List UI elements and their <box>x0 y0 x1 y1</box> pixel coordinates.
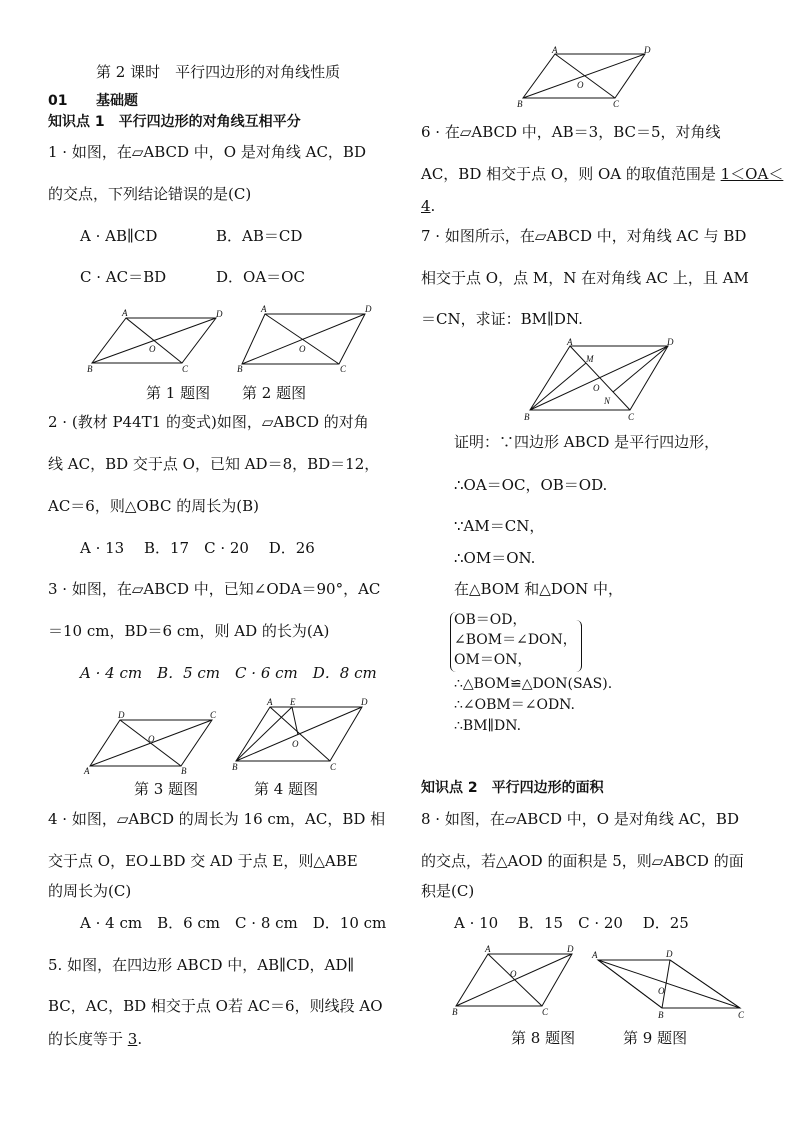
q7-line1: 7 · 如图所示，在▱ABCD 中，对角线 AC 与 BD <box>421 227 747 245</box>
figure-q4 <box>230 697 370 775</box>
figure-q9 <box>590 946 750 1021</box>
svg-text:O: O <box>577 80 584 90</box>
q3-line1: 3 · 如图，在▱ABCD 中，已知∠ODA＝90°，AC <box>48 580 381 598</box>
q8-options: A · 10 B．15 C · 20 D．25 <box>454 914 689 932</box>
figure-q1 <box>84 308 234 378</box>
figure-q2 <box>237 304 377 376</box>
svg-text:O: O <box>658 986 665 996</box>
q6-answer-part2: 4 <box>421 197 431 215</box>
q6-answer-part1: 1＜OA＜ <box>720 165 784 183</box>
q7-proof-5: 在△BOM 和△DON 中， <box>454 580 624 598</box>
svg-text:D: D <box>666 949 673 959</box>
knowledge-point-1: 知识点 1 平行四边形的对角线互相平分 <box>48 114 301 130</box>
svg-text:A: A <box>261 304 267 314</box>
svg-text:D: D <box>667 337 674 347</box>
q1-line1: 1 · 如图，在▱ABCD 中，O 是对角线 AC，BD <box>48 143 366 161</box>
svg-text:O: O <box>292 739 299 749</box>
caption-fig1: 第 1 题图 <box>146 384 211 402</box>
q1-option-b: B．AB＝CD <box>216 227 303 245</box>
q4-options: A · 4 cm B．6 cm C · 8 cm D．10 cm <box>80 914 387 932</box>
q8-line2: 的交点，若△AOD 的面积是 5，则▱ABCD 的面 <box>421 852 744 870</box>
q7-proof-3: ∵AM＝CN， <box>454 517 545 535</box>
svg-text:A: A <box>267 697 273 707</box>
svg-text:C: C <box>613 99 620 109</box>
q7-line3: ＝CN，求证：BM∥DN. <box>421 310 583 328</box>
svg-text:B: B <box>87 364 93 374</box>
knowledge-point-2: 知识点 2 平行四边形的面积 <box>421 780 604 796</box>
q4-line3: 的周长为(C) <box>48 882 132 900</box>
svg-text:A: A <box>567 337 573 347</box>
svg-text:O: O <box>510 969 517 979</box>
q2-line1: 2 · (教材 P44T1 的变式)如图，▱ABCD 的对角 <box>48 413 369 431</box>
q7-system-1: OB＝OD， <box>454 612 527 628</box>
svg-text:B: B <box>237 364 243 374</box>
svg-text:C: C <box>210 710 217 720</box>
q7-system-3: OM＝ON， <box>454 652 532 668</box>
q6-line1: 6 · 在▱ABCD 中，AB＝3，BC＝5，对角线 <box>421 123 721 141</box>
caption-fig4: 第 4 题图 <box>254 780 319 798</box>
svg-text:A: A <box>84 766 90 776</box>
q6-line3: 4. <box>421 197 436 215</box>
q8-line1: 8 · 如图，在▱ABCD 中，O 是对角线 AC，BD <box>421 810 739 828</box>
q7-system-2: ∠BOM＝∠DON， <box>454 632 577 648</box>
q4-line2: 交于点 O，EO⊥BD 交 AD 于点 E，则△ABE <box>48 852 358 870</box>
page-title: 第 2 课时 平行四边形的对角线性质 <box>96 63 341 81</box>
figure-q8 <box>450 944 585 1019</box>
svg-text:O: O <box>149 344 156 354</box>
svg-text:C: C <box>330 762 337 772</box>
svg-text:A: A <box>552 45 558 55</box>
q7-proof-4: ∴OM＝ON. <box>454 549 536 567</box>
svg-text:B: B <box>517 99 523 109</box>
svg-text:C: C <box>340 364 347 374</box>
svg-text:C: C <box>628 412 635 422</box>
svg-text:D: D <box>361 697 368 707</box>
q2-line2: 线 AC，BD 交于点 O，已知 AD＝8，BD＝12， <box>48 455 380 473</box>
q3-line2: ＝10 cm，BD＝6 cm，则 AD 的长为(A) <box>48 622 330 640</box>
q8-line3: 积是(C) <box>421 882 475 900</box>
svg-text:A: A <box>122 308 128 318</box>
svg-text:O: O <box>148 734 155 744</box>
caption-fig2: 第 2 题图 <box>242 384 307 402</box>
svg-text:O: O <box>593 383 600 393</box>
svg-text:N: N <box>604 396 611 406</box>
caption-fig9: 第 9 题图 <box>623 1029 688 1047</box>
q6-line2: AC，BD 相交于点 O，则 OA 的取值范围是 1＜OA＜ <box>421 165 784 183</box>
svg-text:D: D <box>365 304 372 314</box>
q3-options: A · 4 cm B．5 cm C · 6 cm D．8 cm <box>80 664 377 682</box>
svg-text:C: C <box>182 364 189 374</box>
svg-text:B: B <box>452 1007 458 1017</box>
svg-text:A: A <box>485 944 491 954</box>
q5-line1: 5. 如图，在四边形 ABCD 中，AB∥CD，AD∥ <box>48 956 355 974</box>
section-name: 基础题 <box>96 93 138 109</box>
q4-line1: 4 · 如图，▱ABCD 的周长为 16 cm，AC，BD 相 <box>48 810 386 828</box>
svg-text:B: B <box>232 762 238 772</box>
svg-text:C: C <box>542 1007 549 1017</box>
svg-text:D: D <box>216 309 223 319</box>
q7-proof-6: ∴△BOM≌△DON(SAS). <box>454 676 613 692</box>
caption-fig3: 第 3 题图 <box>134 780 199 798</box>
svg-text:B: B <box>658 1010 664 1020</box>
figure-q7 <box>520 338 680 424</box>
q7-line2: 相交于点 O，点 M，N 在对角线 AC 上，且 AM <box>421 269 749 287</box>
svg-text:D: D <box>118 710 125 720</box>
q1-option-a: A · AB∥CD <box>80 227 158 245</box>
svg-text:C: C <box>738 1010 745 1020</box>
q1-line2: 的交点，下列结论错误的是(C) <box>48 185 252 203</box>
q5-answer: 3 <box>127 1030 138 1048</box>
q7-proof-1: 证明：∵四边形 ABCD 是平行四边形， <box>454 433 720 451</box>
q5-line2: BC，AC，BD 相交于点 O若 AC＝6，则线段 AO <box>48 997 383 1015</box>
figure-q3 <box>84 708 224 776</box>
q7-proof-8: ∴BM∥DN. <box>454 718 522 734</box>
svg-text:B: B <box>181 766 187 776</box>
caption-fig8: 第 8 题图 <box>511 1029 576 1047</box>
svg-text:E: E <box>290 697 296 707</box>
svg-text:A: A <box>592 950 598 960</box>
svg-text:M: M <box>586 354 594 364</box>
q7-proof-2: ∴OA＝OC，OB＝OD. <box>454 476 608 494</box>
svg-text:O: O <box>299 344 306 354</box>
q2-options: A · 13 B．17 C · 20 D．26 <box>80 539 315 557</box>
figure-q6 <box>515 46 655 112</box>
q7-proof-7: ∴∠OBM＝∠ODN. <box>454 697 575 713</box>
q5-line3: 的长度等于 3. <box>48 1030 143 1048</box>
svg-text:D: D <box>567 944 574 954</box>
q2-line3: AC＝6，则△OBC 的周长为(B) <box>48 497 259 515</box>
q1-option-d: D．OA＝OC <box>216 268 305 286</box>
svg-text:B: B <box>524 412 530 422</box>
q1-option-c: C · AC＝BD <box>80 268 167 286</box>
section-number: 01 <box>48 93 68 109</box>
svg-text:D: D <box>644 45 651 55</box>
